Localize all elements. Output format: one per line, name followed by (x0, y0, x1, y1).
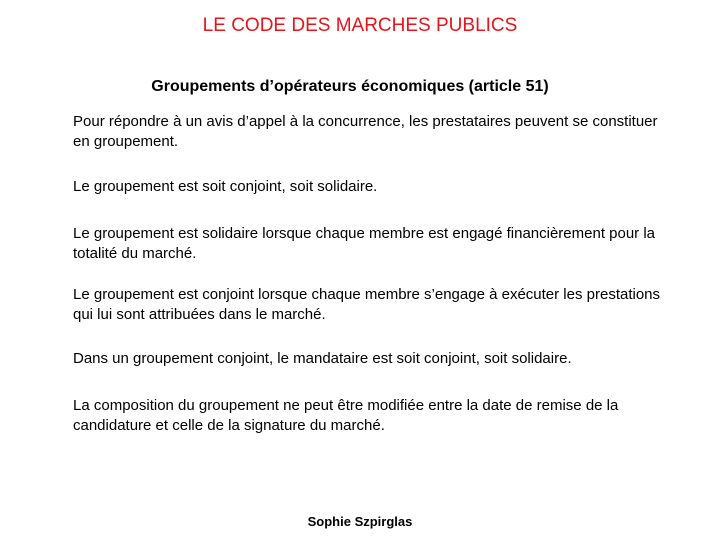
paragraph-composition: La composition du groupement ne peut être modifiée entre la date de remise de la candidature et celle de la signature du marché. (73, 397, 619, 434)
slide-subtitle: Groupements d’opérateurs économiques (article 51) (151, 78, 549, 95)
paragraph-mandataire: Dans un groupement conjoint, le mandataire est soit conjoint, soit solidaire. (73, 350, 572, 367)
paragraph-groupement-solidaire: Le groupement est solidaire lorsque chaque membre est engagé financièrement pour la totalité du marché. (73, 225, 656, 262)
paragraph-groupement-conjoint: Le groupement est conjoint lorsque chaque membre s’engage à exécuter les prestations qui lui sont attribuées dans le marché. (73, 286, 661, 323)
paragraph-groupement-intro: Pour répondre à un avis d’appel à la concurrence, les prestataires peuvent se constituer en groupement. (73, 113, 658, 150)
footer-author: Sophie Szpirglas (307, 514, 413, 529)
slide-title: LE CODE DES MARCHES PUBLICS (202, 15, 518, 36)
paragraph-groupement-types: Le groupement est soit conjoint, soit solidaire. (73, 178, 378, 195)
